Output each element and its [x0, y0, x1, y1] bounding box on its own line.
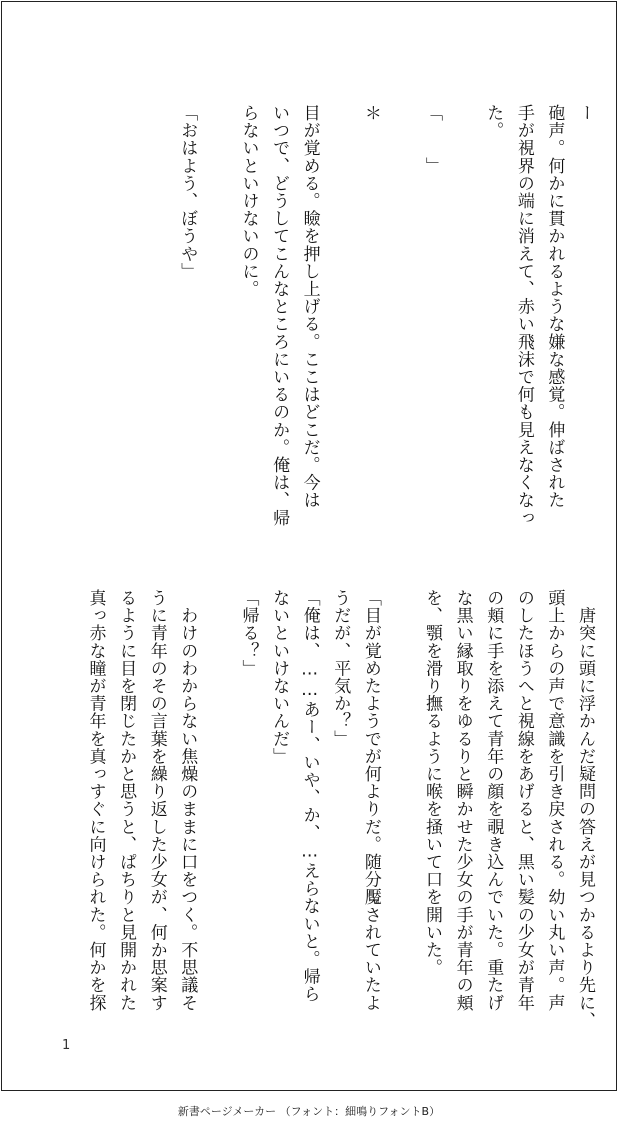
- text-line: 頭上からの声で意識を引き戻される。幼い丸い声。声: [544, 589, 565, 1012]
- text-line: うだが、平気か？」: [330, 589, 351, 748]
- page-number: 1: [62, 1038, 71, 1053]
- text-line: [386, 589, 417, 1019]
- upper-text-tier: [172, 104, 600, 534]
- text-line: わけのわからない焦燥のままに口をつく。不思議そ: [177, 589, 198, 1012]
- text-line: 「目が覚めたようでが何よりだ。随分魘されていたよ: [360, 589, 381, 1012]
- text-line: [447, 104, 478, 534]
- text-line: 砲声。何かに貫かれるような嫌な感覚。伸ばされた: [544, 104, 565, 509]
- text-line: うに青年のその言葉を繰り返した少女が、何か思案す: [146, 589, 167, 1012]
- text-line: [202, 589, 233, 1019]
- text-line: ＊: [360, 104, 381, 122]
- text-line: た。: [483, 104, 504, 140]
- text-line: 真っ赤な瞳が青年を真っすぐに向けられた。何かを探: [85, 589, 106, 1012]
- text-line: を、顎を滑り撫るように喉を掻いて口を開いた。: [422, 589, 443, 977]
- text-line: 「俺は、……あー、いや、か、…えらないと。帰ら: [299, 589, 320, 1003]
- manuscript-page: [1, 1, 617, 1091]
- lower-text-tier: [80, 589, 600, 1029]
- text-line: いつで、どうしてこんなところにいるのか。俺は、帰: [269, 104, 290, 527]
- text-line: らないといけないのに。: [238, 104, 259, 298]
- text-line: ないといけないんだ」: [269, 589, 290, 765]
- text-line: [325, 104, 356, 534]
- footer-caption: 新書ページメーカー （フォント：細鳴りフォントB）: [177, 1105, 441, 1118]
- text-line: [202, 104, 233, 534]
- text-line: ー: [575, 104, 595, 122]
- text-line: 「おはよう、ぼうや」: [177, 104, 198, 280]
- text-line: な黒い縁取りをゆるりと瞬かせた少女の手が青年の頬: [452, 589, 473, 1012]
- text-line: 「帰る？」: [238, 589, 259, 677]
- text-line: 「 」: [422, 104, 443, 175]
- text-line: のしたほうへと視線をあげると、黒い髪の少女が青年: [513, 589, 534, 1012]
- text-line: の頬に手を添えて青年の顔を覗き込んでいた。重たげ: [483, 589, 504, 1012]
- text-line: 唐突に頭に浮かんだ疑問の答えが見つかるより先に、: [575, 589, 595, 1029]
- text-line: るように目を閉じたかと思うと、ぱちりと見開かれた: [116, 589, 137, 1012]
- text-line: 目が覚める。瞼を押し上げる。ここはどこだ。今は: [299, 104, 320, 509]
- text-line: [386, 104, 417, 534]
- text-line: 手が視界の端に消えて、赤い飛沫で何も見えなくなっ: [513, 104, 534, 527]
